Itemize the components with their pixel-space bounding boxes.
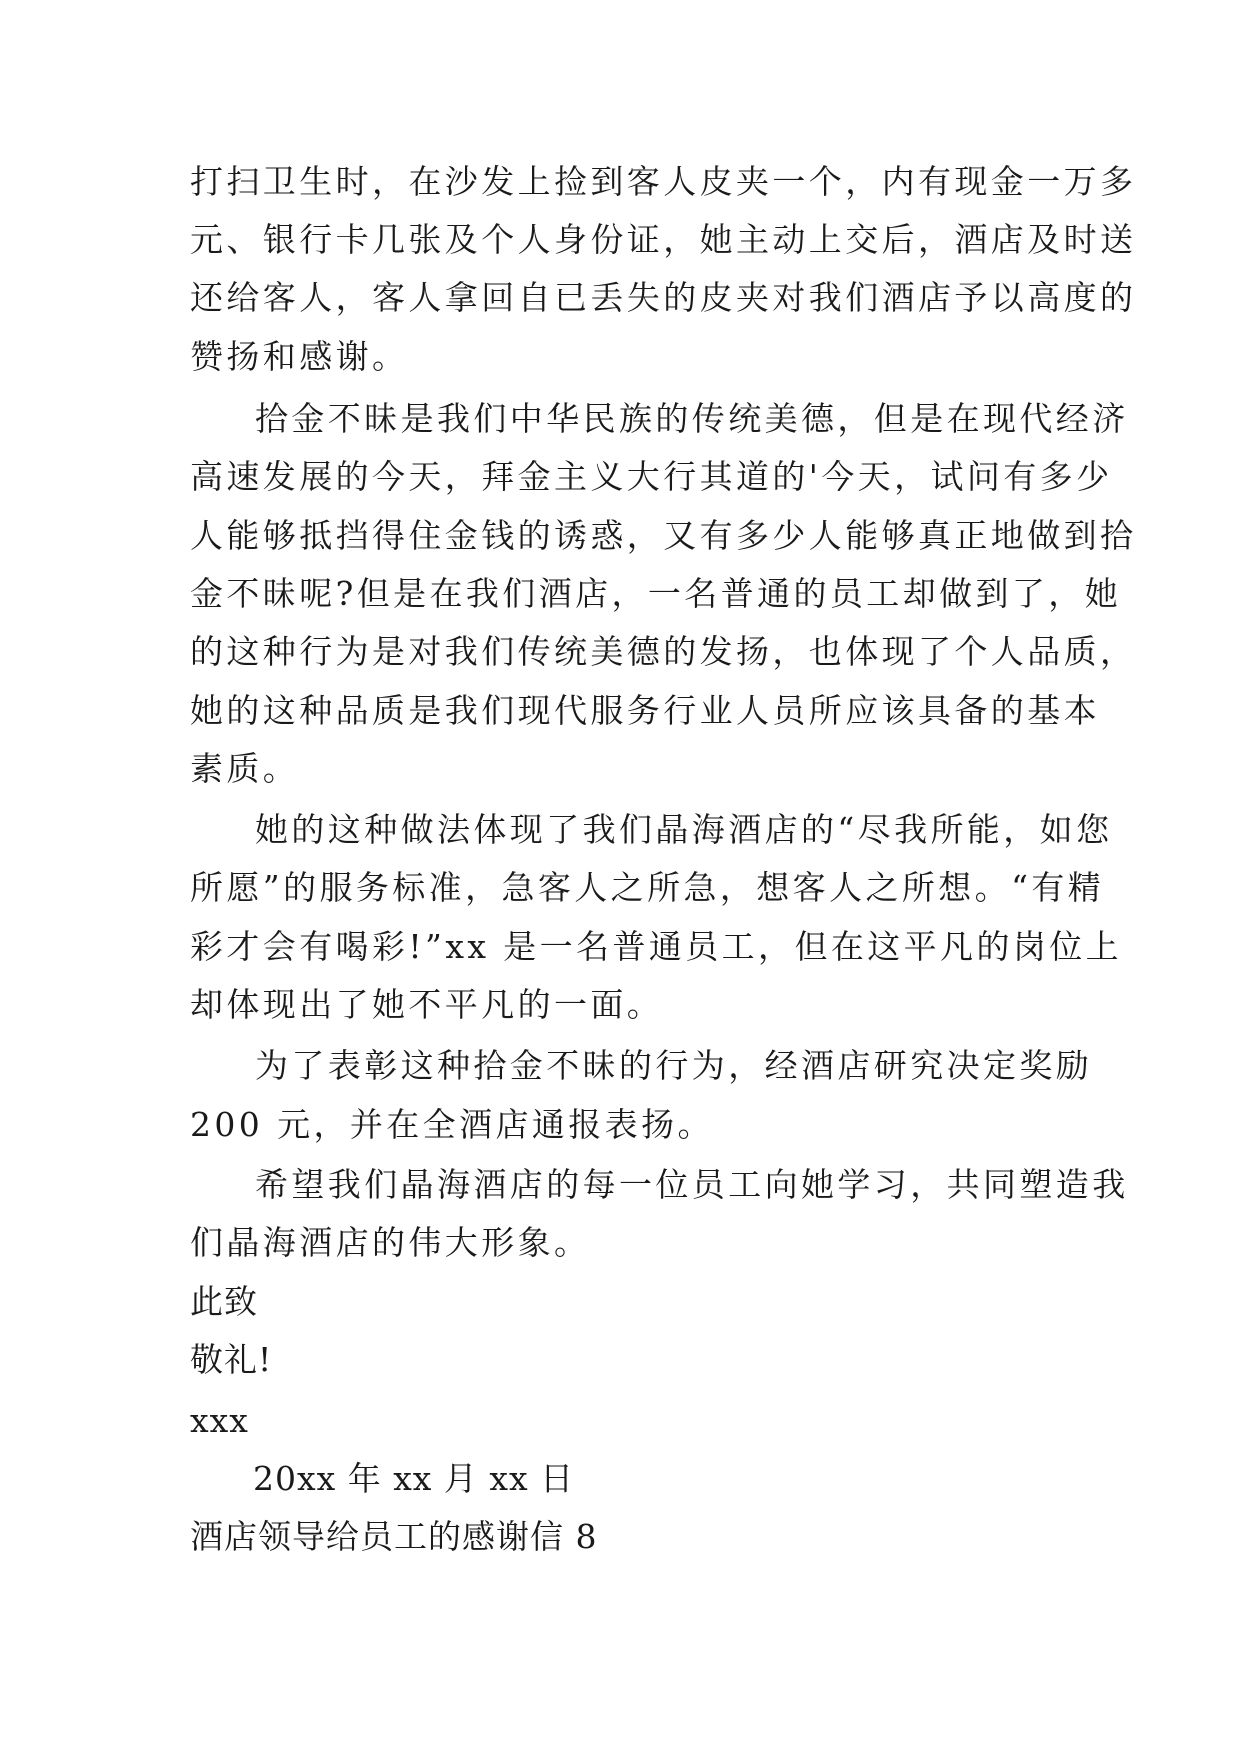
paragraph-line: 彩才会有喝彩!”xx 是一名普通员工，但在这平凡的岗位上 <box>190 927 1123 966</box>
paragraph-line: 她的这种品质是我们现代服务行业人员所应该具备的基本 <box>190 691 1100 730</box>
paragraph-line: 赞扬和感谢。 <box>190 337 409 376</box>
closing-salutation: 此致 <box>190 1282 258 1321</box>
paragraph-line: 人能够抵挡得住金钱的诱惑，又有多少人能够真正地做到拾 <box>190 516 1137 555</box>
date-line: 20xx 年 xx 月 xx 日 <box>253 1459 575 1498</box>
section-title: 酒店领导给员工的感谢信 8 <box>190 1517 598 1556</box>
signature: xxx <box>190 1401 249 1440</box>
paragraph-line: 高速发展的今天，拜金主义大行其道的'今天，试问有多少 <box>190 457 1113 496</box>
paragraph-line: 们晶海酒店的伟大形象。 <box>190 1223 591 1262</box>
paragraph-line: 为了表彰这种拾金不昧的行为，经酒店研究决定奖励 <box>255 1046 1093 1085</box>
paragraph-line: 的这种行为是对我们传统美德的发扬，也体现了个人品质， <box>190 632 1137 671</box>
paragraph-line: 拾金不昧是我们中华民族的传统美德，但是在现代经济 <box>255 399 1129 438</box>
paragraph-line: 她的这种做法体现了我们晶海酒店的“尽我所能，如您 <box>255 810 1113 849</box>
paragraph-line: 还给客人，客人拿回自已丢失的皮夹对我们酒店予以高度的 <box>190 278 1137 317</box>
paragraph-line: 素质。 <box>190 749 300 788</box>
paragraph-line: 却体现出了她不平凡的一面。 <box>190 985 664 1024</box>
paragraph-line: 打扫卫生时，在沙发上捡到客人皮夹一个，内有现金一万多 <box>190 162 1137 201</box>
paragraph-line: 希望我们晶海酒店的每一位员工向她学习，共同塑造我 <box>255 1165 1129 1204</box>
closing-regards: 敬礼! <box>190 1340 273 1379</box>
paragraph-line: 200 元，并在全酒店通报表扬。 <box>190 1105 714 1144</box>
paragraph-line: 所愿”的服务标准，急客人之所急，想客人之所想。“有精 <box>190 868 1105 907</box>
paragraph-line: 金不昧呢?但是在我们酒店，一名普通的员工却做到了，她 <box>190 574 1122 613</box>
paragraph-line: 元、银行卡几张及个人身份证，她主动上交后，酒店及时送 <box>190 220 1137 259</box>
